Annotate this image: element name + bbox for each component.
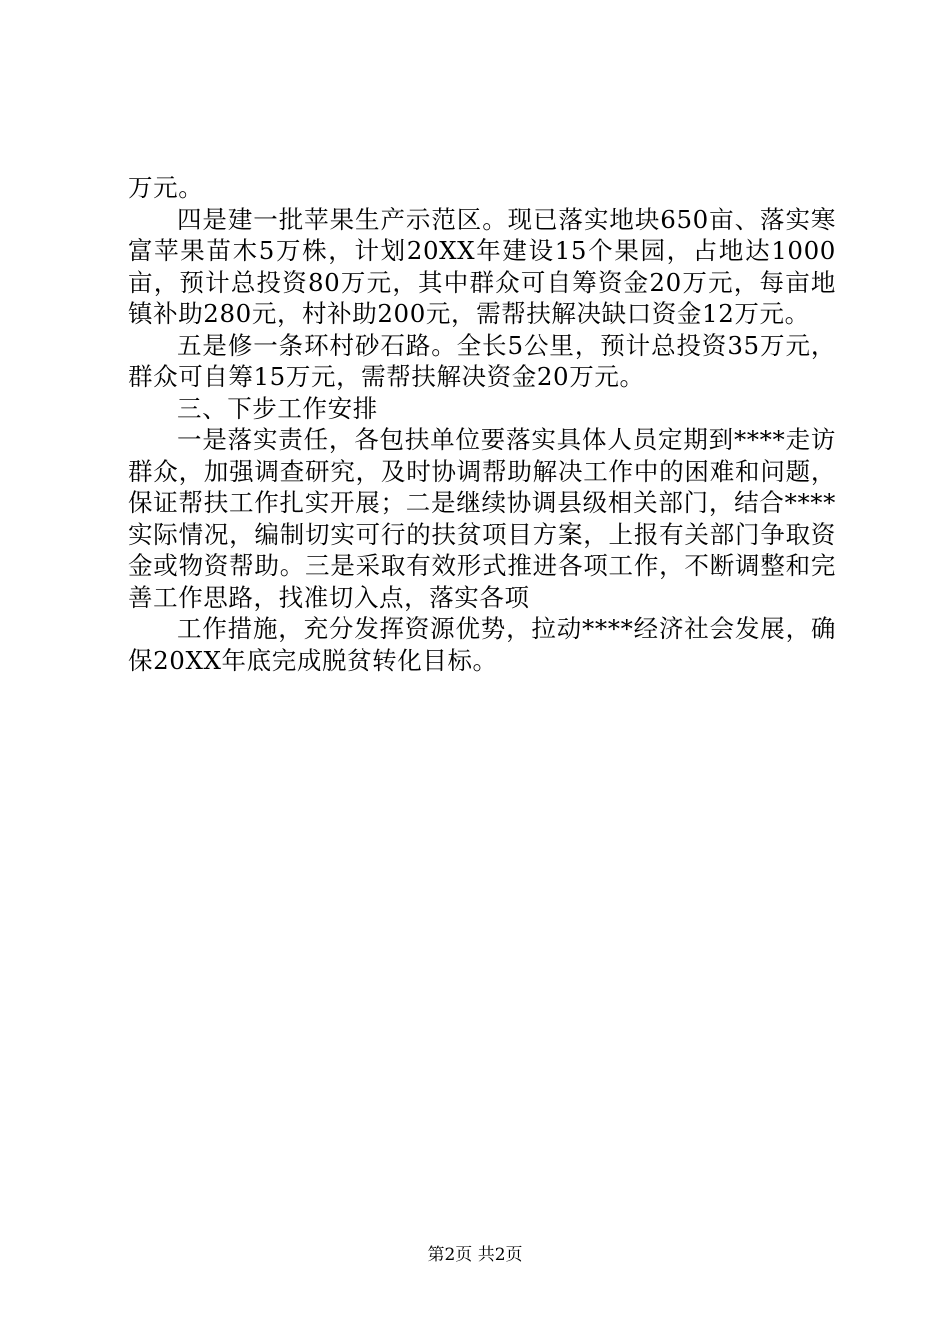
document-body [128, 172, 836, 676]
paragraph-gravel-road: 五是修一条环村砂石路。全长5公里，预计总投资35万元，群众可自筹15万元，需帮扶解决资金20万元。 [128, 330, 836, 391]
paragraph-responsibilities: 一是落实责任，各包扶单位要落实具体人员定期到****走访群众，加强调查研究，及时协调帮助解决工作中的困难和问题，保证帮扶工作扎实开展；二是继续协调县级相关部门，结合****实际情况，编制切实可行的扶贫项目方案，上报有关部门争取资金或物资帮助。三是采取有效形式推进各项工作，不断调整和完善工作思路，找准切入点，落实各项 [128, 425, 836, 612]
paragraph-work-measures: 工作措施，充分发挥资源优势，拉动****经济社会发展，确保20XX年底完成脱贫转化目标。 [128, 614, 836, 675]
section-heading-next-steps: 三、下步工作安排 [177, 393, 378, 423]
paragraph-continuation: 万元。 [128, 173, 204, 202]
paragraph-apple-demo-zone: 四是建一批苹果生产示范区。现已落实地块650亩、落实寒富苹果苗木5万株，计划20XX年建设15个果园，占地达1000亩，预计总投资80万元，其中群众可自筹资金20万元，每亩地镇补助280元，村补助200元，需帮扶解决缺口资金12万元。 [128, 204, 836, 328]
page-number-footer: 第2页 共2页 [427, 1245, 523, 1265]
